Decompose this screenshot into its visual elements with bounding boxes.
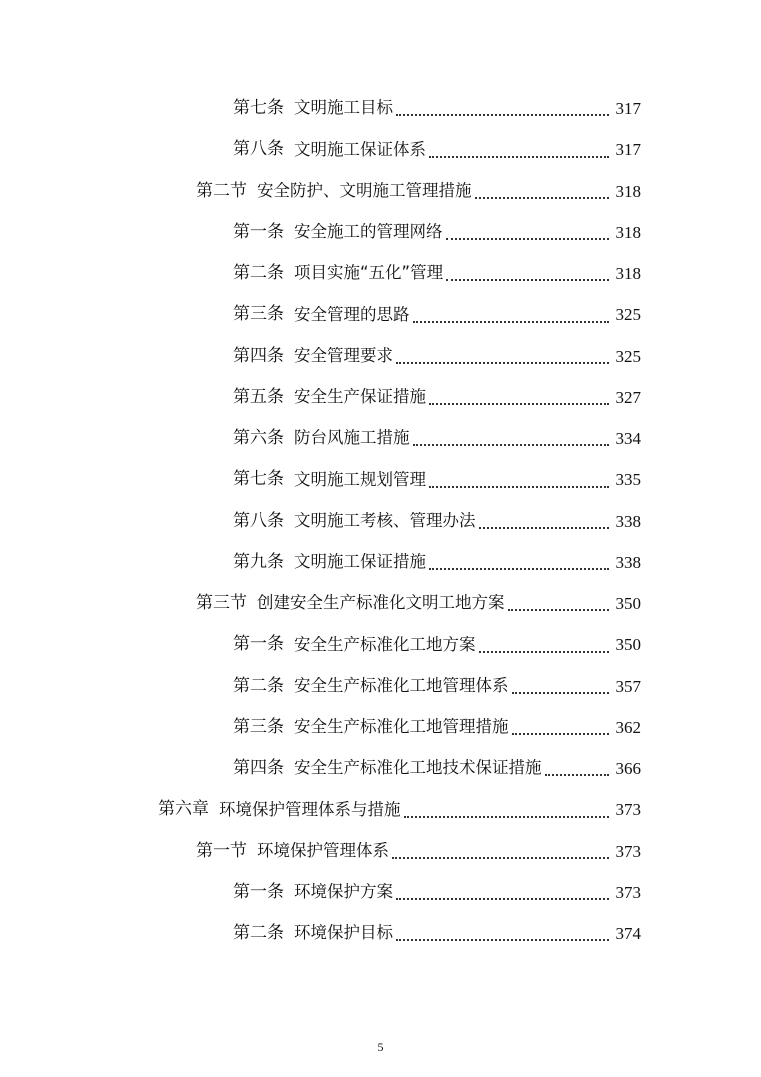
toc-entry-page: 325: [615, 305, 641, 325]
toc-entry-page: 338: [615, 511, 641, 531]
dot-leader: [446, 238, 610, 240]
dot-leader: [512, 692, 610, 694]
toc-entry-number: 第六章: [158, 799, 209, 820]
toc-entry[interactable]: [0, 789, 761, 830]
dot-leader: [392, 857, 609, 859]
toc-entry-title: 环境保护管理体系与措施: [219, 799, 401, 819]
toc-entry-page: 318: [615, 264, 641, 284]
toc-entry-number: 第五条: [233, 386, 284, 407]
toc-entry-page: 325: [615, 346, 641, 366]
toc-entry-title: 安全管理要求: [294, 345, 393, 365]
toc-entry-title: 安全生产保证措施: [294, 387, 426, 407]
toc-entry-page: 350: [615, 635, 641, 655]
toc-entry-title: 项目实施“五化”管理: [294, 263, 444, 283]
toc-entry-title: 环境保护目标: [294, 923, 393, 943]
toc-entry-page: 374: [615, 924, 641, 944]
toc-entry-page: 338: [615, 552, 641, 572]
toc-entry[interactable]: [0, 129, 761, 170]
toc-entry[interactable]: [0, 171, 761, 212]
toc-entry[interactable]: [0, 459, 761, 500]
dot-leader: [512, 733, 610, 735]
toc-entry[interactable]: [0, 294, 761, 335]
toc-entry-number: 第八条: [233, 510, 284, 531]
toc-entry-page: 327: [615, 387, 641, 407]
toc-entry-page: 366: [615, 759, 641, 779]
toc-entry[interactable]: [0, 88, 761, 129]
dot-leader: [396, 114, 609, 116]
toc-entry-title: 文明施工目标: [294, 98, 393, 118]
toc-entry-number: 第七条: [233, 469, 284, 490]
toc-entry-number: 第一条: [233, 221, 284, 242]
toc-entry[interactable]: [0, 748, 761, 789]
toc-entry-number: 第三节: [196, 593, 247, 614]
dot-leader: [429, 486, 609, 488]
toc-entry[interactable]: [0, 624, 761, 665]
toc-entry-title: 文明施工保证体系: [294, 139, 426, 159]
toc-entry-number: 第二条: [233, 263, 284, 284]
toc-entry-page: 335: [615, 470, 641, 490]
toc-entry-page: 350: [615, 594, 641, 614]
dot-leader: [429, 403, 609, 405]
dot-leader: [446, 279, 609, 281]
toc-entry[interactable]: [0, 707, 761, 748]
dot-leader: [413, 321, 610, 323]
toc-entry-number: 第一条: [233, 881, 284, 902]
toc-entry-page: 317: [615, 99, 641, 119]
dot-leader: [396, 898, 609, 900]
toc-entry-title: 文明施工考核、管理办法: [294, 510, 476, 530]
toc-entry[interactable]: [0, 583, 761, 624]
toc-entry-page: 317: [615, 140, 641, 160]
toc-entry-page: 373: [615, 882, 641, 902]
toc-entry-number: 第四条: [233, 758, 284, 779]
toc-entry-number: 第二条: [233, 923, 284, 944]
toc-entry-number: 第七条: [233, 98, 284, 119]
toc-entry-number: 第二节: [196, 180, 247, 201]
toc-entry[interactable]: [0, 212, 761, 253]
toc-entry-title: 安全生产标准化工地技术保证措施: [294, 758, 542, 778]
toc-entry-number: 第九条: [233, 551, 284, 572]
toc-entry-title: 防台风施工措施: [294, 428, 410, 448]
dot-leader: [404, 816, 610, 818]
toc-entry-title: 环境保护管理体系: [257, 840, 389, 860]
toc-entry-number: 第八条: [233, 139, 284, 160]
toc-entry-title: 文明施工规划管理: [294, 469, 426, 489]
dot-leader: [508, 609, 610, 611]
table-of-contents: [0, 88, 761, 954]
toc-entry-title: 安全生产标准化工地管理体系: [294, 675, 509, 695]
toc-entry-title: 文明施工保证措施: [294, 552, 426, 572]
page-number: 5: [377, 1040, 384, 1054]
toc-entry-page: 318: [615, 222, 641, 242]
toc-entry-page: 318: [615, 181, 641, 201]
toc-entry-title: 安全管理的思路: [294, 304, 410, 324]
dot-leader: [429, 156, 609, 158]
toc-entry[interactable]: [0, 336, 761, 377]
toc-entry-title: 安全生产标准化工地方案: [294, 634, 476, 654]
dot-leader: [479, 651, 610, 653]
toc-entry-number: 第二条: [233, 675, 284, 696]
dot-leader: [479, 527, 610, 529]
toc-entry[interactable]: [0, 542, 761, 583]
dot-leader: [396, 362, 609, 364]
toc-entry-page: 373: [615, 800, 641, 820]
toc-entry[interactable]: [0, 501, 761, 542]
toc-entry-number: 第一节: [196, 840, 247, 861]
toc-entry-page: 373: [615, 841, 641, 861]
toc-entry-title: 安全防护、文明施工管理措施: [257, 180, 472, 200]
toc-entry[interactable]: [0, 253, 761, 294]
toc-entry[interactable]: [0, 872, 761, 913]
toc-entry[interactable]: [0, 377, 761, 418]
toc-entry-title: 安全施工的管理网络: [294, 222, 443, 242]
toc-entry[interactable]: [0, 831, 761, 872]
toc-entry[interactable]: [0, 666, 761, 707]
toc-entry-title: 安全生产标准化工地管理措施: [294, 717, 509, 737]
dot-leader: [429, 568, 609, 570]
toc-entry-number: 第一条: [233, 634, 284, 655]
dot-leader: [413, 444, 610, 446]
dot-leader: [545, 774, 610, 776]
toc-entry-number: 第四条: [233, 345, 284, 366]
toc-entry-page: 362: [615, 717, 641, 737]
toc-entry-title: 创建安全生产标准化文明工地方案: [257, 593, 505, 613]
toc-entry-page: 334: [615, 429, 641, 449]
toc-entry-number: 第三条: [233, 304, 284, 325]
toc-entry-page: 357: [615, 676, 641, 696]
toc-entry[interactable]: [0, 418, 761, 459]
toc-entry-number: 第六条: [233, 428, 284, 449]
dot-leader: [475, 197, 610, 199]
dot-leader: [396, 939, 609, 941]
toc-entry[interactable]: [0, 913, 761, 954]
toc-entry-number: 第三条: [233, 716, 284, 737]
toc-entry-title: 环境保护方案: [294, 882, 393, 902]
